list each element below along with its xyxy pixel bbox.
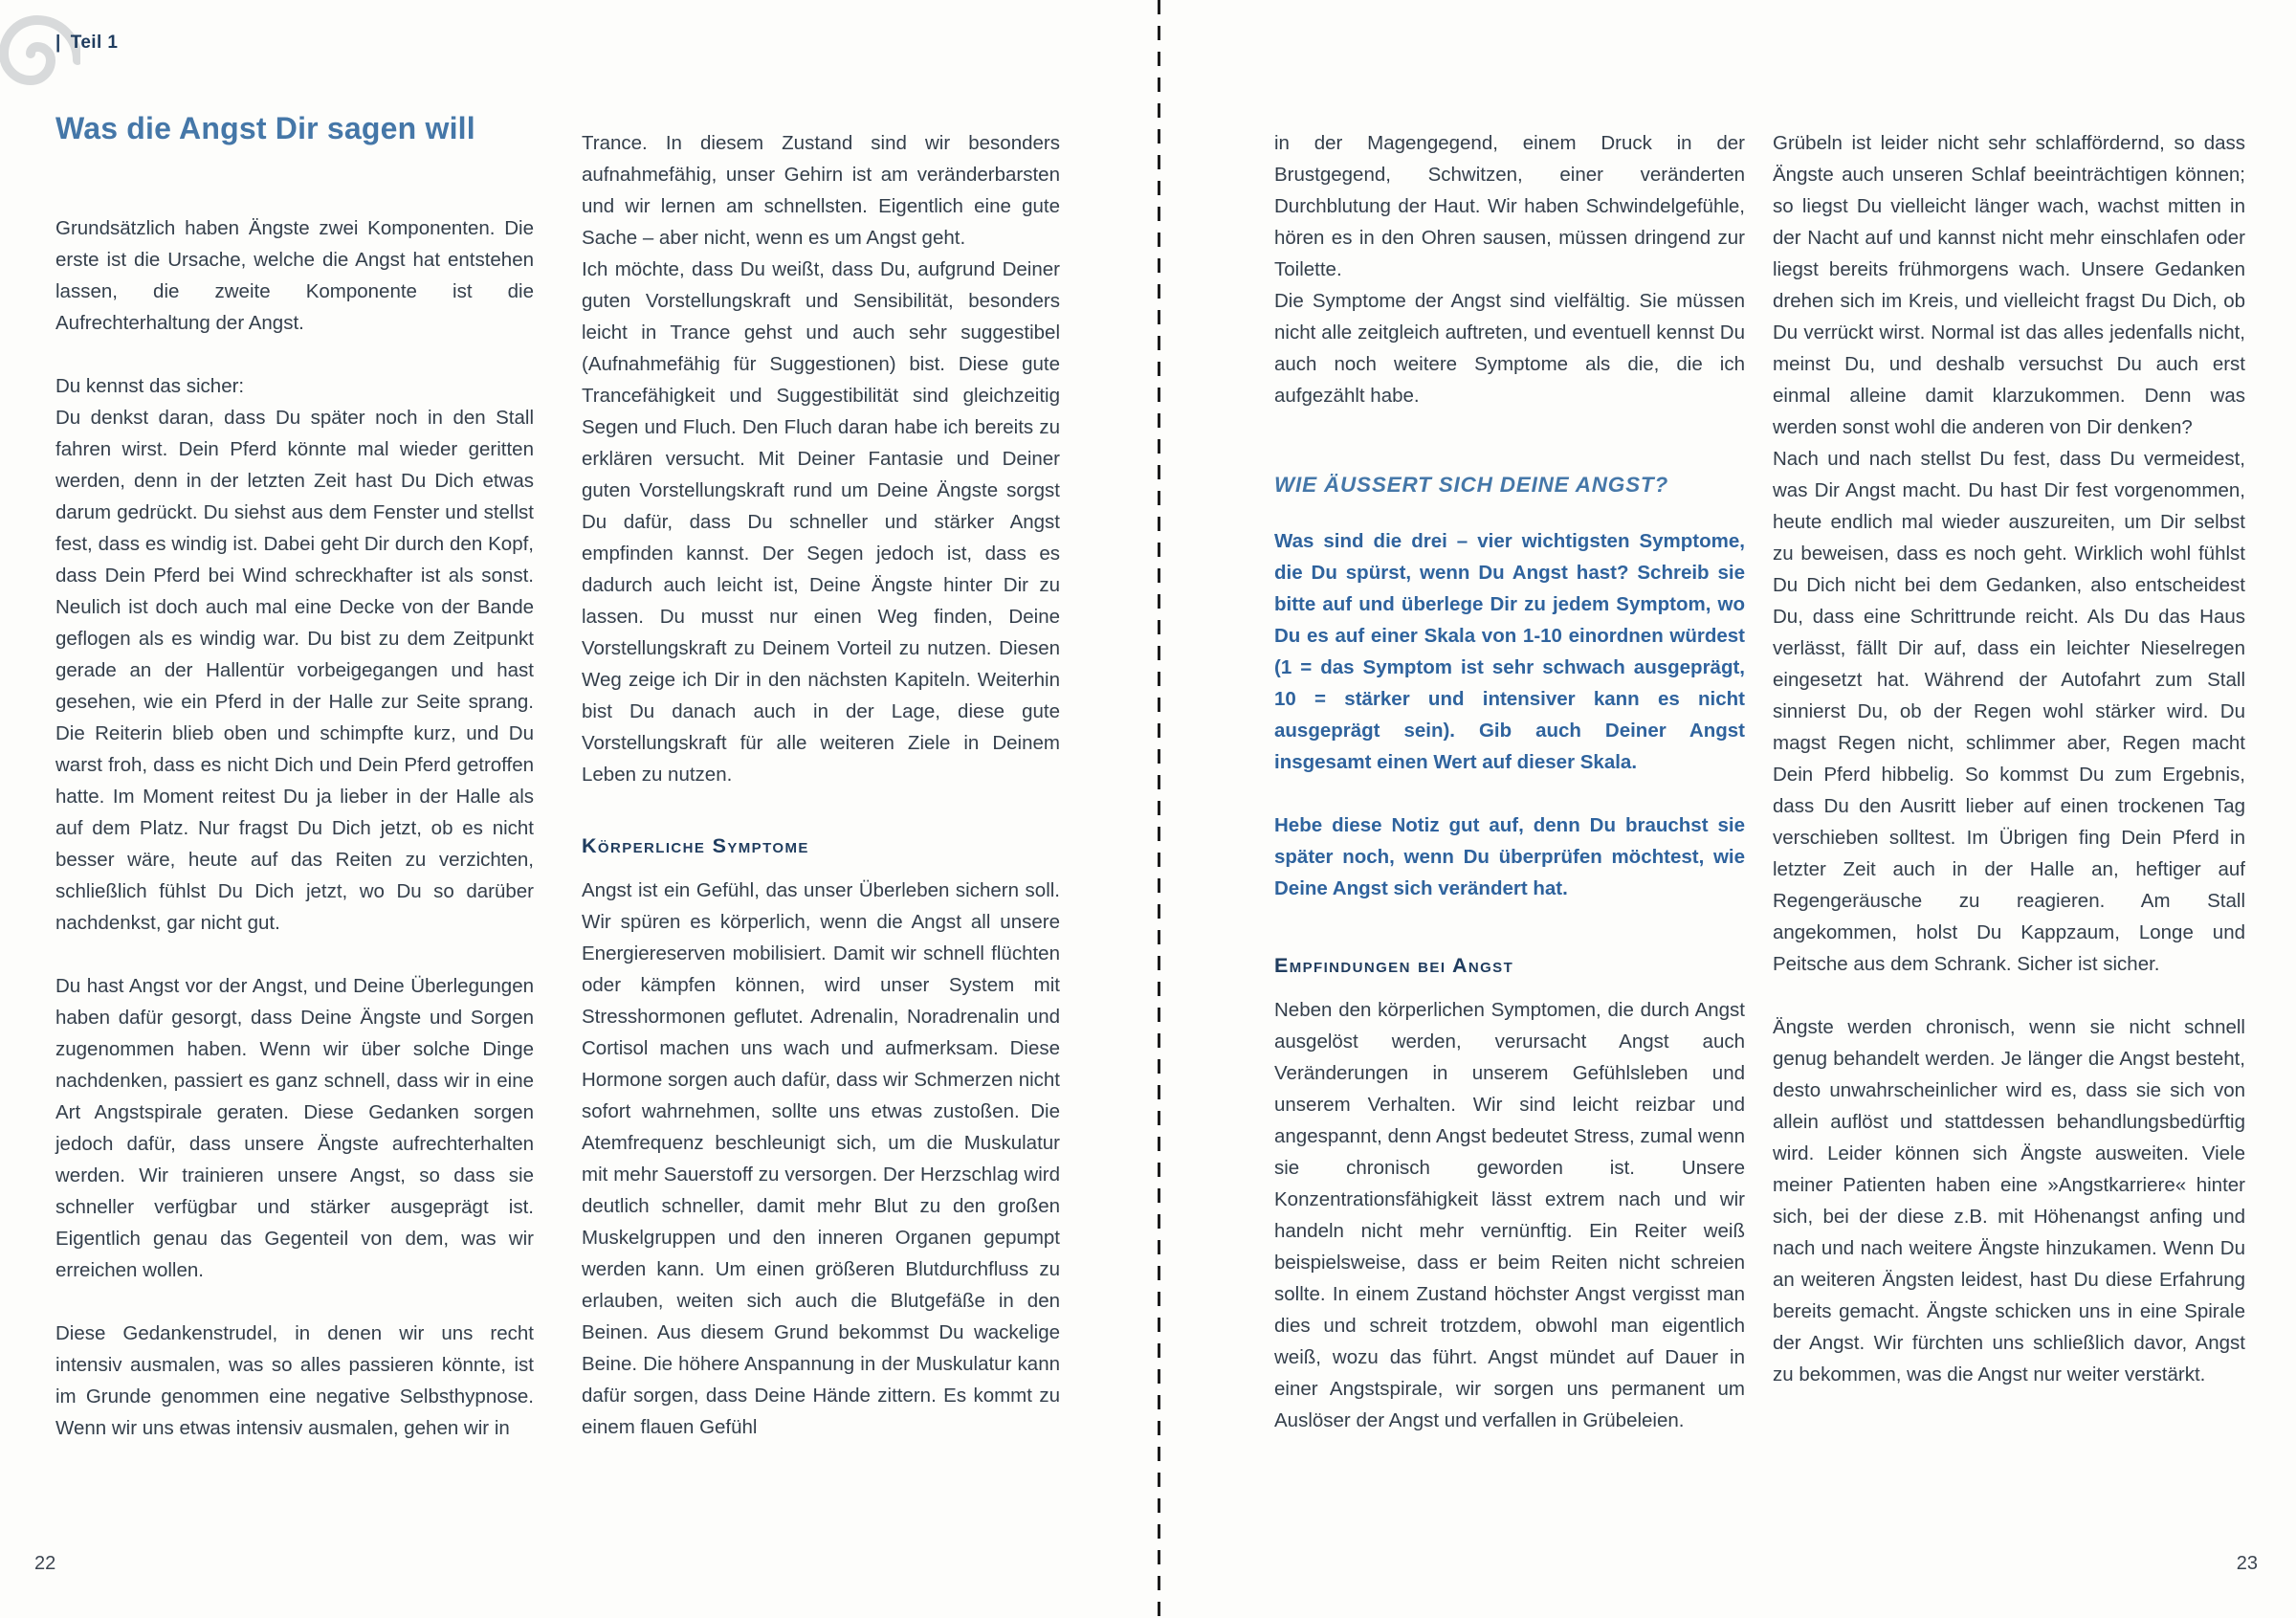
exercise-paragraph-symptome-skala: Was sind die drei – vier wichtigsten Symptome, die Du spürst, wenn Du Angst hast? Schreib sie bitte auf und überlege Dir zu jedem Symptom, wo Du es auf einer Skala von 1-10 einordnen würdest (1 = das Symptom ist sehr schwach ausgeprägt, 10 = stärker und intensiver kann es nicht ausgeprägt sein). Gib auch Deiner Angst insgesamt einen Wert auf dieser Skala.	[1274, 530, 1745, 773]
left-col1-paragraph-components: Grundsätzlich haben Ängste zwei Komponenten. Die erste ist die Ursache, welche die Angst hat entstehen lassen, die zweite Komponente ist die Aufrechterhaltung der Angst.	[55, 217, 534, 334]
exercise-paragraph-notiz: Hebe diese Notiz gut auf, denn Du brauchst sie später noch, wenn Du überprüfen möchtest, wie Deine Angst sich verändert hat.	[1274, 814, 1745, 899]
page-number-left: 22	[34, 1553, 56, 1574]
subheading-empfindungen-bei-angst: Empfindungen bei Angst	[1274, 954, 1514, 977]
left-col2-paragraph-vorstellungskraft: Ich möchte, dass Du weißt, dass Du, aufgrund Deiner guten Vorstellungskraft und Sensibilität, besonders leicht in Trance gehst und auch sehr suggestibel (Aufnahmefähig für Suggestionen) bist. Diese gute Trancefähigkeit und Suggestibilität sind gleichzeitig Segen und Fluch. Den Fluch daran habe ich bereits zu erklären versucht. Mit Deiner Fantasie und Deiner guten Vorstellungskraft rund um Deine Ängste sorgst Du dafür, dass Du schneller und stärker Angst empfinden kannst. Der Segen jedoch ist, dass es dadurch auch leicht ist, Deine Ängste hinter Dir zu lassen. Du musst nur einen Weg finden, Deine Vorstellungskraft zu Deinem Vorteil zu nutzen. Diesen Weg zeige ich Dir in den nächsten Kapiteln. Weiterhin bist Du danach auch in der Lage, diese gute Vorstellungskraft für alle weiteren Ziele in Deinem Leben zu nutzen.	[582, 258, 1060, 786]
page-divider-dashed-line	[1158, 0, 1160, 1618]
left-page-column-2	[582, 127, 1060, 1443]
left-col1-paragraph-intro-line: Du kennst das sicher:	[55, 375, 245, 397]
spiral-logo-icon	[0, 4, 80, 103]
right-page-column-2	[1773, 127, 2245, 1390]
right-col2-paragraph-gruebeln: Grübeln ist leider nicht sehr schlaffördernd, so dass Ängste auch unseren Schlaf beeinträchtigen können; so liegst Du vielleicht länger wach, wachst mitten in der Nacht auf und kannst nicht mehr einschlafen oder liegst bereits frühmorgens wach. Unsere Gedanken drehen sich im Kreis, und vielleicht fragst Du Dich, ob Du verrückt wirst. Normal ist das alles jedenfalls nicht, meinst Du, und deshalb versuchst Du auch erst einmal alleine damit klarzukommen. Denn was werden sonst wohl die anderen von Dir denken?	[1773, 132, 2245, 438]
subheading-koerperliche-symptome: Körperliche Symptome	[582, 834, 809, 857]
left-col1-paragraph-stall-story: Du denkst daran, dass Du später noch in den Stall fahren wirst. Dein Pferd könnte mal wieder geritten werden, denn in der letzten Zeit hast Du Dich etwas darum gedrückt. Du siehst aus dem Fenster und stellst fest, dass es windig ist. Dabei geht Dir durch den Kopf, dass Dein Pferd bei Wind schreckhafter ist als sonst. Neulich ist doch auch mal eine Decke von der Bande geflogen als es windig war. Du bist zu dem Zeitpunkt gerade an der Hallentür vorbeigegangen und hast gesehen, wie ein Pferd in der Halle zur Seite sprang. Die Reiterin blieb oben und schimpfte kurz, und Du warst froh, dass es nicht Dich und Dein Pferd getroffen hatte. Im Moment reitest Du ja lieber in der Halle als auf dem Platz. Nur fragst Du Dich jetzt, ob es nicht besser wäre, heute auf das Reiten zu verzichten, schließlich fühlst Du Dich jetzt, wo Du so darüber nachdenkst, gar nicht gut.	[55, 407, 534, 934]
left-col1-paragraph-gedankenstrudel: Diese Gedankenstrudel, in denen wir uns recht intensiv ausmalen, was so alles passieren könnte, ist im Grunde genommen eine negative Selbsthypnose. Wenn wir uns etwas intensiv ausmalen, gehen wir in	[55, 1322, 534, 1439]
right-col1-paragraph-empfindungen-body: Neben den körperlichen Symptomen, die durch Angst ausgelöst werden, verursacht Angst auch Veränderungen in unserem Gefühlsleben und unserem Verhalten. Wir sind leicht reizbar und angespannt, denn Angst bedeutet Stress, zumal wenn sie chronisch geworden ist. Unsere Konzentrationsfähigkeit lässt extrem nach und wir handeln nicht mehr vernünftig. Ein Reiter weiß beispielsweise, dass er beim Reiten nicht schreien sollte. In einem Zustand höchster Angst vergisst man dies und schreit trotzdem, obwohl man eigentlich weiß, wozu das führt. Angst mündet auf Dauer in einer Angstspirale, wir sorgen uns permanent um Auslöser der Angst und verfallen in Grübeleien.	[1274, 999, 1745, 1431]
left-col1-paragraph-angst-vor-angst: Du hast Angst vor der Angst, und Deine Überlegungen haben dafür gesorgt, dass Deine Ängste und Sorgen zugenommen haben. Wenn wir über solche Dinge nachdenken, passiert es ganz schnell, dass wir in eine Art Angstspirale geraten. Diese Gedanken sorgen jedoch dafür, dass unsere Ängste aufrechterhalten werden. Wir trainieren unsere Angst, so dass sie schneller verfügbar und stärker ausgeprägt ist. Eigentlich genau das Gegenteil von dem, was wir erreichen wollen.	[55, 975, 534, 1281]
left-col2-paragraph-trance: Trance. In diesem Zustand sind wir besonders aufnahmefähig, unser Gehirn ist am veränderbarsten und wir lernen am schnellsten. Eigentlich eine gute Sache – aber nicht, wenn es um Angst geht.	[582, 132, 1060, 249]
part-header-bar: |	[55, 33, 61, 53]
page-number-right: 23	[2236, 1553, 2258, 1574]
chapter-title: Was die Angst Dir sagen will	[55, 111, 475, 145]
left-page-column-1	[55, 212, 534, 1444]
right-page-column-1	[1274, 127, 1745, 1436]
right-col2-paragraph-vermeidung: Nach und nach stellst Du fest, dass Du vermeidest, was Dir Angst macht. Du hast Dir fest vorgenommen, heute endlich mal wieder auszureiten, um Dir selbst zu beweisen, dass es noch geht. Wirklich wohl fühlst Du Dich nicht bei dem Gedanken, also entscheidest Du, dass eine Schrittrunde reicht. Als Du das Haus verlässt, fällt Dir auf, dass ein leichter Nieselregen eingesetzt hat. Während der Autofahrt zum Stall sinnierst Du, ob der Regen wohl stärker wird. Du magst Regen nicht, schlimmer aber, Regen macht Dein Pferd hibbelig. So kommst Du zum Ergebnis, dass Du den Ausritt lieber auf einen trockenen Tag verschieben solltest. Im Übrigen fing Dein Pferd in letzter Zeit auch in der Halle an, heftiger auf Regengeräusche zu reagieren. Am Stall angekommen, holst Du Kappzaum, Longe und Peitsche aus dem Schrank. Sicher ist sicher.	[1773, 448, 2245, 975]
left-col2-paragraph-symptome-body: Angst ist ein Gefühl, das unser Überleben sichern soll. Wir spüren es körperlich, wenn die Angst all unsere Energiereserven mobilisiert. Damit wir schnell flüchten oder kämpfen können, wird unser System mit Stresshormonen geflutet. Adrenalin, Noradrenalin und Cortisol machen uns wach und aufmerksam. Diese Hormone sorgen auch dafür, dass wir Schmerzen nicht sofort wahrnehmen, sollte uns etwas zustoßen. Die Atemfrequenz beschleunigt sich, um die Muskulatur mit mehr Sauerstoff zu versorgen. Der Herzschlag wird deutlich schneller, damit mehr Blut zu den großen Muskelgruppen und den inneren Organen gepumpt werden kann. Um einen größeren Blutdurchfluss zu erlauben, weiten sich auch die Blutgefäße in den Beinen. Aus diesem Grund bekommst Du wackelige Beine. Die höhere Anspannung in der Muskulatur kann dafür sorgen, dass Deine Hände zittern. Es kommt zu einem flauen Gefühl	[582, 879, 1060, 1438]
right-col1-paragraph-magengegend: in der Magengegend, einem Druck in der Brustgegend, Schwitzen, einer veränderten Durchblutung der Haut. Wir haben Schwindelgefühle, hören es in den Ohren sausen, müssen dringend zur Toilette.	[1274, 132, 1745, 280]
part-header	[55, 33, 118, 54]
right-col1-paragraph-symptome-vielfaeltig: Die Symptome der Angst sind vielfältig. Sie müssen nicht alle zeitgleich auftreten, und eventuell kennst Du auch noch weitere Symptome als die, die ich aufgezählt habe.	[1274, 290, 1745, 407]
question-heading-wie-aeussert-sich-deine-angst: WIE ÄUSSERT SICH DEINE ANGST?	[1274, 473, 1668, 497]
part-label: Teil 1	[70, 33, 119, 53]
right-col2-paragraph-chronische-angst: Ängste werden chronisch, wenn sie nicht schnell genug behandelt werden. Je länger die Angst besteht, desto unwahrscheinlicher wird es, dass sie sich von allein auflöst und stattdessen behandlungsbedürftig wird. Leider können sich Ängste ausweiten. Viele meiner Patienten haben eine »Angstkarriere« hinter sich, bei der diese z.B. mit Höhenangst anfing und nach und nach weitere Ängste hinzukamen. Wenn Du an weiteren Ängsten leidest, hast Du diese Erfahrung bereits gemacht. Ängste schicken uns in eine Spirale der Angst. Wir fürchten uns schließlich davor, Angst zu bekommen, was die Angst nur weiter verstärkt.	[1773, 1016, 2245, 1385]
